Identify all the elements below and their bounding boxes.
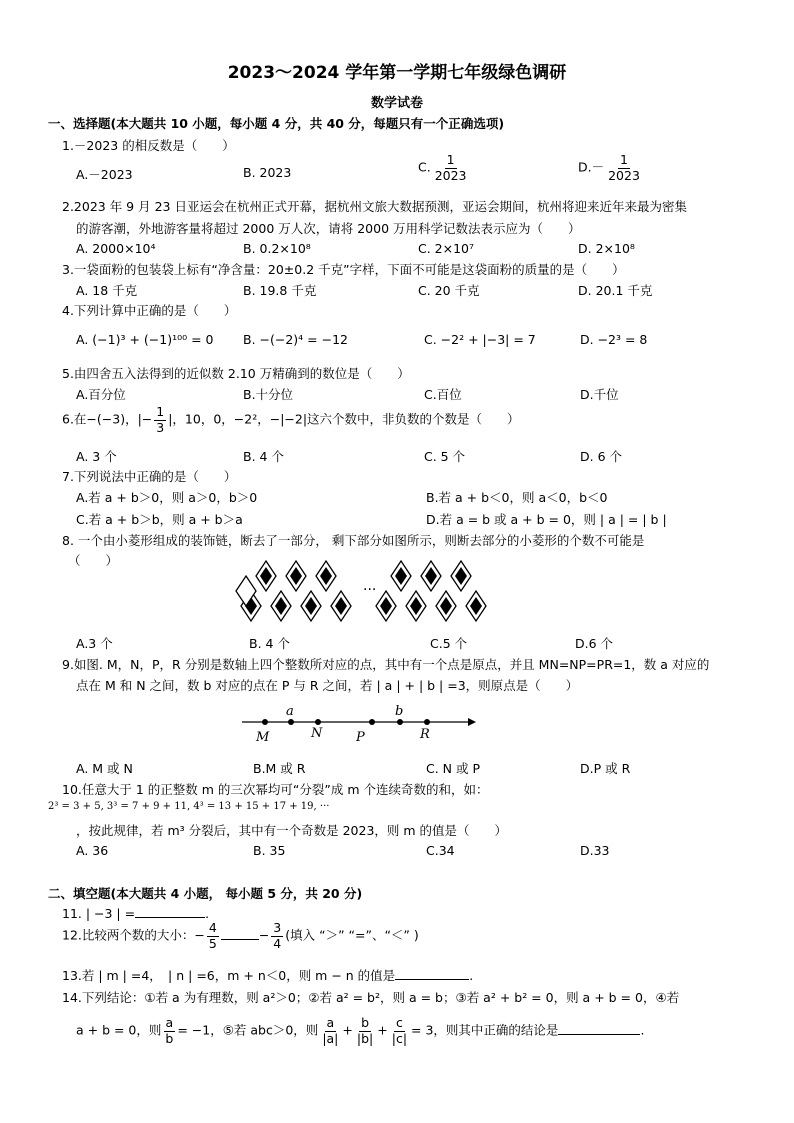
q7-option-b: B.若 a + b＜0，则 a＜0，b＜0 bbox=[426, 490, 608, 505]
point-P bbox=[369, 719, 375, 725]
q7-stem: 7.下列说法中正确的是（ ） bbox=[62, 469, 237, 484]
q1-stem: 1.－2023 的相反数是（ ） bbox=[62, 138, 235, 153]
q14-stem-line2: a + b = 0，则 $\frac{a}{b}$ = −1，⑤若 abc＞0，则 $\frac{a}{|a|}$ + $\frac{b}{|b|}$ + $\frac{c}{|c|}$ = 3，则其中正确的结论是 . bbox=[76, 1015, 645, 1046]
q6-stem: 6.在−(−3)，|− $\frac{1}{3}$ |，10，0，−2²，−|−2|这六个数中，非负数的个数是（ ） bbox=[62, 404, 520, 435]
q11-stem: 11. | −3 | = . bbox=[62, 906, 210, 921]
q6-option-a: A. 3 个 bbox=[76, 449, 117, 464]
q8-option-a: A.3 个 bbox=[76, 636, 113, 651]
point-a bbox=[288, 719, 294, 725]
q8-option-d: D.6 个 bbox=[575, 636, 614, 651]
q5-option-b: B.十分位 bbox=[243, 387, 294, 402]
q1-option-a: A.－2023 bbox=[76, 167, 133, 182]
q9-option-a: A. M 或 N bbox=[76, 761, 133, 776]
q3-option-c: C. 20 千克 bbox=[418, 283, 480, 298]
q5-option-d: D.千位 bbox=[580, 387, 619, 402]
q3-option-b: B. 19.8 千克 bbox=[243, 283, 317, 298]
q6-option-d: D. 6 个 bbox=[580, 449, 622, 464]
point-N bbox=[315, 719, 321, 725]
q10-option-d: D.33 bbox=[580, 843, 610, 858]
q2-stem-line1: 2.2023 年 9 月 23 日亚运会在杭州正式开幕，据杭州文旅大数据预测，亚运会期间，杭州将迎来近年来最为密集 bbox=[62, 199, 687, 214]
point-R bbox=[424, 719, 430, 725]
q6-option-b: B. 4 个 bbox=[243, 449, 284, 464]
q4-option-a: A. (−1)³ + (−1)¹⁰⁰ = 0 bbox=[76, 332, 214, 347]
label-R: R bbox=[420, 727, 430, 742]
q3-option-d: D. 20.1 千克 bbox=[578, 283, 653, 298]
q10-option-c: C.34 bbox=[426, 843, 455, 858]
q2-option-b: B. 0.2×10⁸ bbox=[243, 241, 311, 256]
q14-answer-blank[interactable] bbox=[558, 1034, 640, 1035]
q8-stem-line2: （ ） bbox=[68, 553, 119, 568]
q7-option-d: D.若 a = b 或 a + b = 0，则 | a | = | b | bbox=[426, 512, 667, 527]
q4-option-b: B. −(−2)⁴ = −12 bbox=[243, 332, 348, 347]
q9-option-c: C. N 或 P bbox=[426, 761, 481, 776]
q8-option-b: B. 4 个 bbox=[249, 636, 290, 651]
label-N: N bbox=[311, 726, 323, 741]
q5-option-a: A.百分位 bbox=[76, 387, 126, 402]
q11-answer-blank[interactable] bbox=[135, 917, 205, 918]
point-M bbox=[262, 719, 268, 725]
q9-stem-line2: 点在 M 和 N 之间，数 b 对应的点在 P 与 R 之间，若 | a | + | b | =3，则原点是（ ） bbox=[76, 678, 579, 693]
q3-option-a: A. 18 千克 bbox=[76, 283, 138, 298]
point-b bbox=[397, 719, 403, 725]
q2-stem-line2: 的游客潮，外地游客量将超过 2000 万人次，请将 2000 万用科学记数法表示应为（ ） bbox=[76, 221, 581, 236]
number-line-figure bbox=[240, 700, 480, 746]
q8-option-c: C.5 个 bbox=[430, 636, 468, 651]
q10-option-a: A. 36 bbox=[76, 843, 109, 858]
q9-stem-line1: 9.如图. M，N，P，R 分别是数轴上四个整数所对应的点，其中有一个点是原点，并且 MN=NP=PR=1，数 a 对应的 bbox=[62, 657, 710, 672]
q7-option-a: A.若 a + b＞0，则 a＞0，b＞0 bbox=[76, 490, 258, 505]
page-title: 2023～2024 学年第一学期七年级绿色调研 bbox=[227, 63, 567, 83]
q4-option-d: D. −2³ = 8 bbox=[580, 332, 648, 347]
q10-stem-line2: 2³ = 3 + 5, 3³ = 7 + 9 + 11, 4³ = 13 + 15 + 17 + 19, ··· bbox=[48, 801, 330, 812]
q9-option-d: D.P 或 R bbox=[580, 761, 631, 776]
diamond-group-right bbox=[376, 561, 486, 621]
q13-answer-blank[interactable] bbox=[395, 979, 469, 980]
q14-stem-line1: 14.下列结论：①若 a 为有理数，则 a²＞0；②若 a² = b²，则 a = b；③若 a² + b² = 0，则 a + b = 0，④若 bbox=[62, 990, 680, 1005]
q2-option-c: C. 2×10⁷ bbox=[418, 241, 475, 256]
section1-heading: 一、选择题(本大题共 10 小题，每小题 4 分，共 40 分，每题只有一个正确选项) bbox=[48, 116, 505, 131]
diamond-chain-figure bbox=[228, 556, 488, 626]
q5-option-c: C.百位 bbox=[424, 387, 462, 402]
q2-option-a: A. 2000×10⁴ bbox=[76, 241, 156, 256]
q9-option-b: B.M 或 R bbox=[253, 761, 306, 776]
q12-stem: 12.比较两个数的大小：− $\frac{4}{5}$ − $\frac{3}{4}$ (填入 “＞” “=”、“＜” ) bbox=[62, 920, 419, 951]
section2-heading: 二、填空题(本大题共 4 小题， 每小题 5 分，共 20 分) bbox=[48, 886, 363, 901]
q13-stem: 13.若 | m | =4， | n | =6，m + n＜0，则 m − n 的值是 . bbox=[62, 968, 474, 983]
label-M: M bbox=[256, 730, 270, 745]
q8-stem-line1: 8. 一个由小菱形组成的装饰链，断去了一部分， 剩下部分如图所示，则断去部分的小菱形的个数不可能是 bbox=[62, 533, 645, 548]
q1-option-b: B. 2023 bbox=[243, 165, 292, 180]
q10-stem-line3: ，按此规律，若 m³ 分裂后，其中有一个奇数是 2023，则 m 的值是（ ） bbox=[76, 823, 508, 838]
q2-option-d: D. 2×10⁸ bbox=[578, 241, 635, 256]
arrow-right-icon bbox=[468, 718, 476, 726]
page-subtitle: 数学试卷 bbox=[370, 96, 423, 111]
chain-gap-dots: ··· bbox=[363, 582, 377, 598]
label-P: P bbox=[356, 730, 365, 745]
q10-option-b: B. 35 bbox=[253, 843, 286, 858]
q4-option-c: C. −2² + |−3| = 7 bbox=[424, 332, 536, 347]
q3-stem: 3.一袋面粉的包装袋上标有“净含量：20±0.2 千克”字样，下面不可能是这袋面粉的质量的是（ ） bbox=[62, 262, 625, 277]
q6-option-c: C. 5 个 bbox=[424, 449, 466, 464]
q10-stem-line1: 10.任意大于 1 的正整数 m 的三次幂均可“分裂”成 m 个连续奇数的和，如： bbox=[62, 782, 489, 797]
q4-stem: 4.下列计算中正确的是（ ） bbox=[62, 303, 237, 318]
q1-option-c: C. $\frac{1}{2023}$ bbox=[418, 152, 467, 183]
label-a: a bbox=[286, 704, 294, 719]
q5-stem: 5.由四舍五入法得到的近似数 2.10 万精确到的数位是（ ） bbox=[62, 366, 410, 381]
q1-option-d: D.－ $\frac{1}{2023}$ bbox=[578, 152, 640, 183]
q7-option-c: C.若 a + b＞b，则 a + b＞a bbox=[76, 512, 243, 527]
q12-answer-blank[interactable] bbox=[221, 939, 259, 940]
label-b: b bbox=[395, 704, 404, 719]
diamond-group-left bbox=[236, 561, 351, 621]
